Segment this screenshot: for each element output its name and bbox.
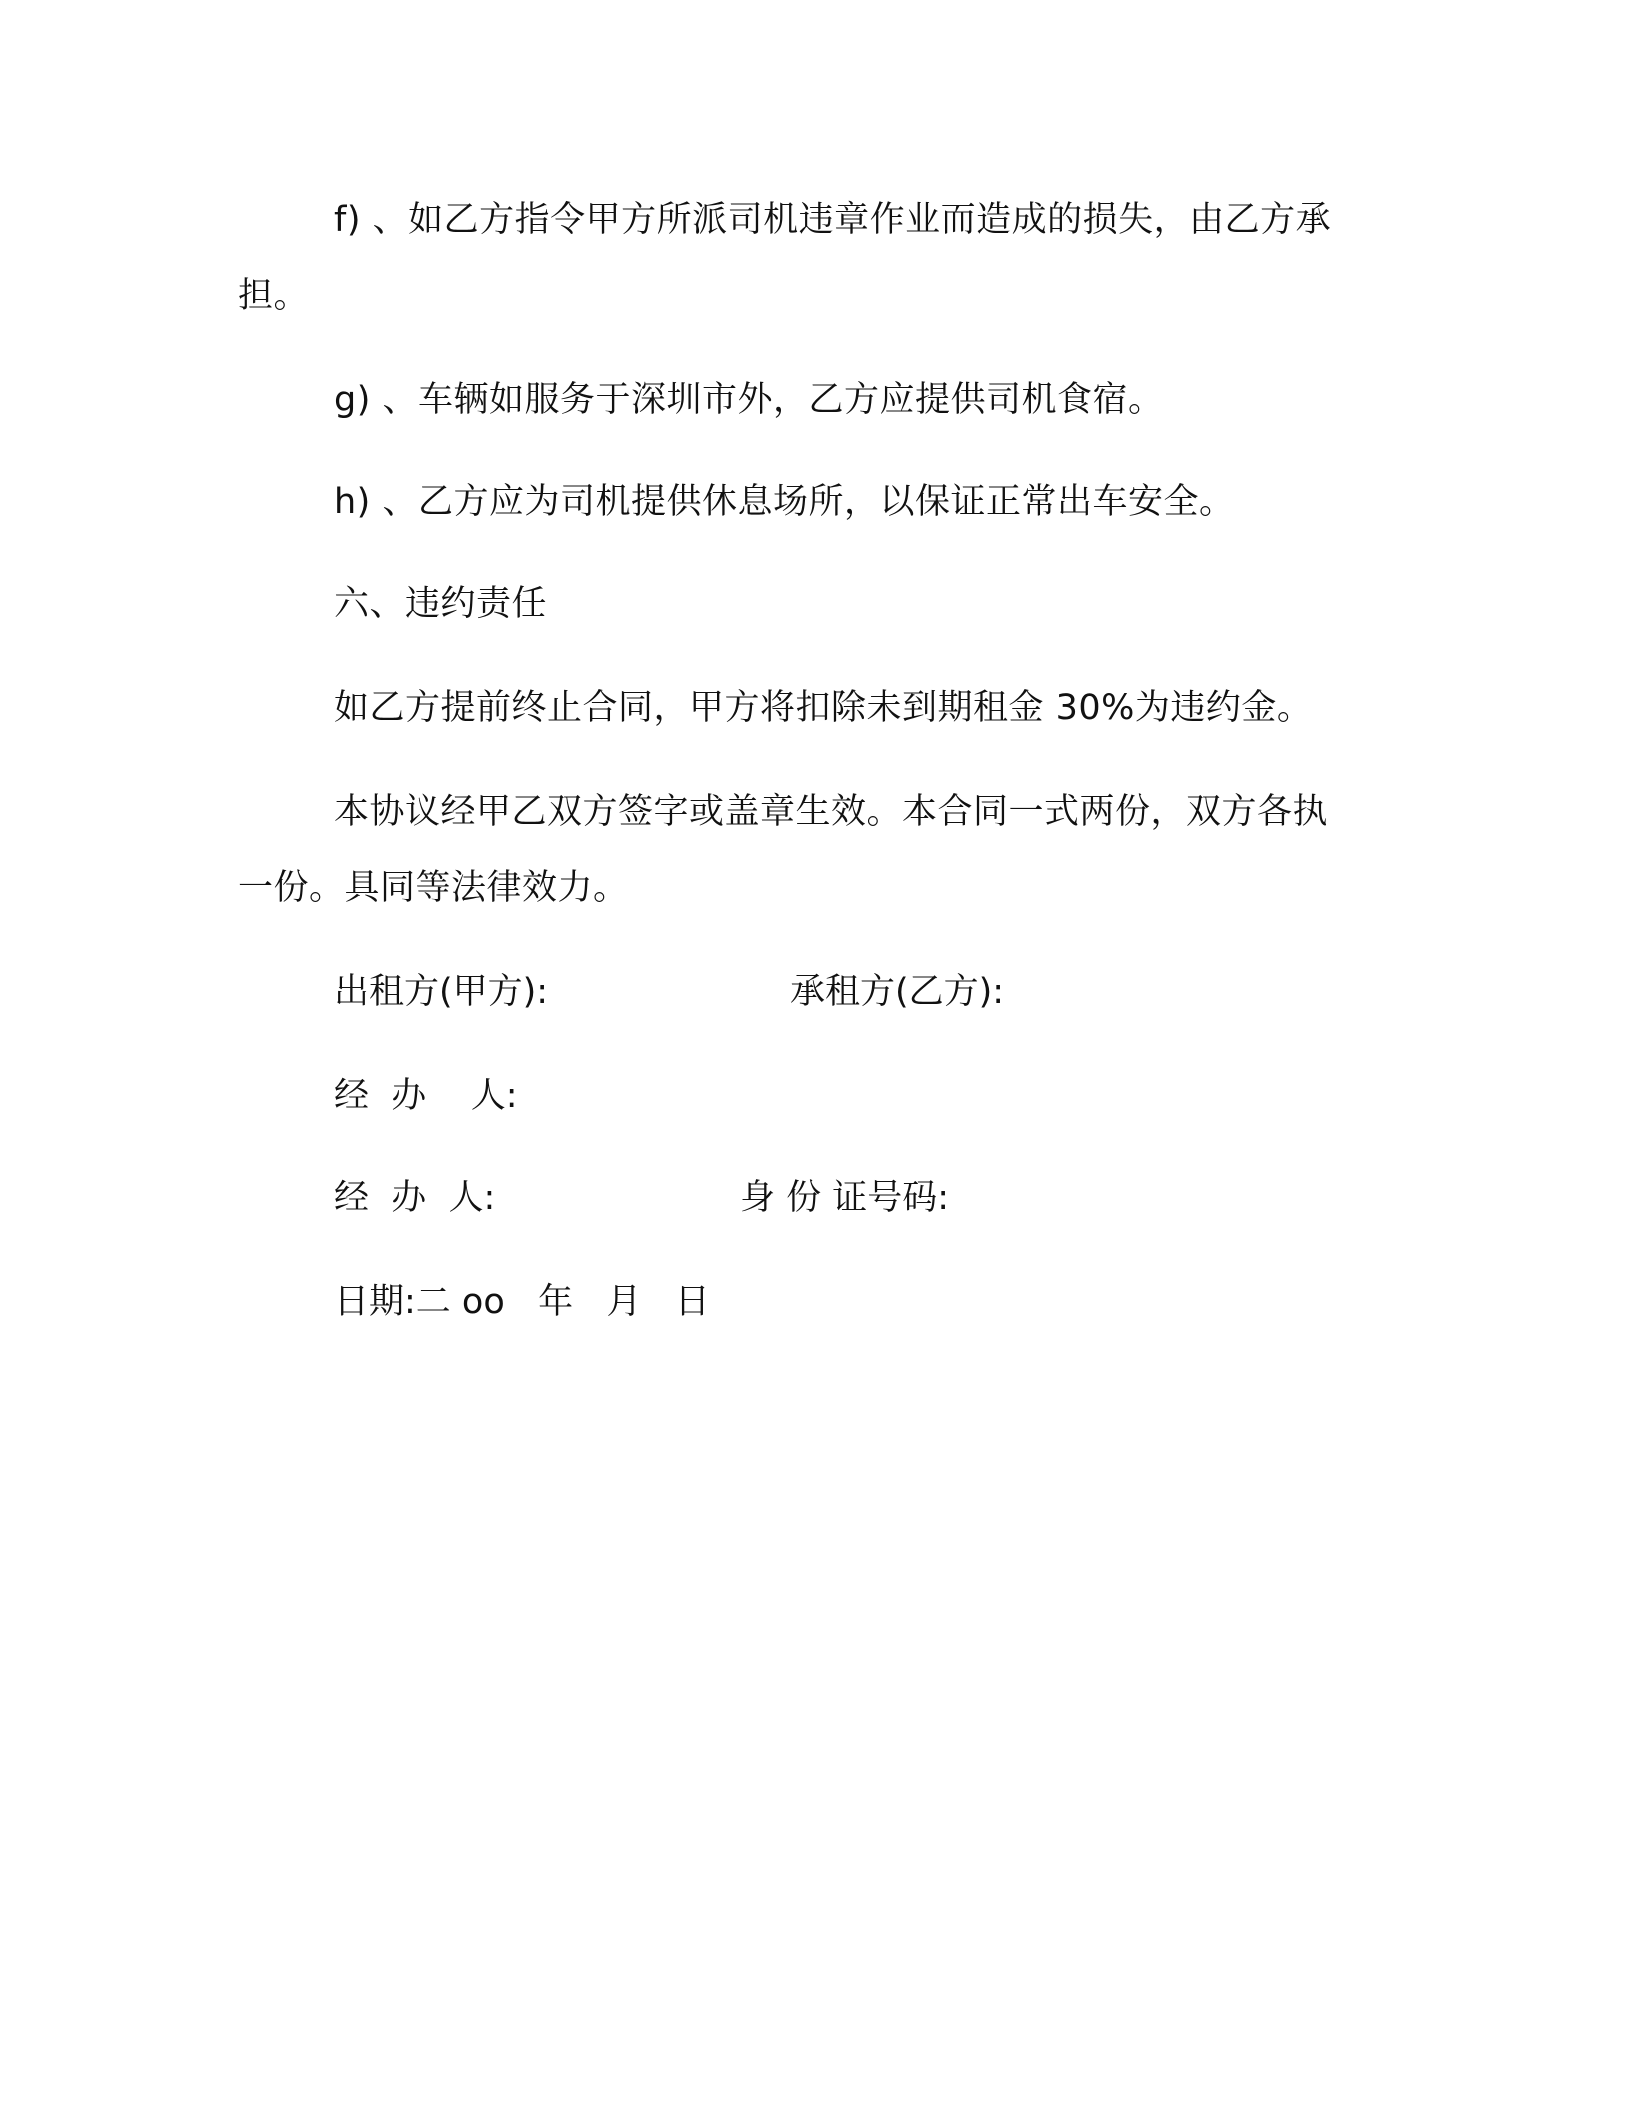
- clause-g: g) 、车辆如服务于深圳市外，乙方应提供司机食宿。: [334, 380, 1164, 420]
- lessee-label: 承租方(乙方):: [790, 972, 1005, 1012]
- clause-f-line-2: 担。: [238, 276, 310, 316]
- handler-label-1: 经 办 人:: [334, 1076, 518, 1116]
- date-label: 日期:二 oo 年 月 日: [334, 1282, 710, 1322]
- effect-clause-line-2: 一份。具同等法律效力。: [238, 868, 629, 908]
- section-six-heading: 六、违约责任: [334, 584, 548, 624]
- effect-clause-line-1: 本协议经甲乙双方签字或盖章生效。本合同一式两份，双方各执: [334, 792, 1329, 832]
- clause-f-line-1: f) 、如乙方指令甲方所派司机违章作业而造成的损失，由乙方承: [334, 200, 1332, 240]
- clause-h: h) 、乙方应为司机提供休息场所，以保证正常出车安全。: [334, 482, 1235, 522]
- handler-label-2: 经 办 人:: [334, 1178, 496, 1218]
- lessor-label: 出租方(甲方):: [334, 972, 549, 1012]
- id-number-label: 身 份 证号码:: [740, 1178, 950, 1218]
- breach-clause: 如乙方提前终止合同，甲方将扣除未到期租金 30%为违约金。: [334, 688, 1313, 728]
